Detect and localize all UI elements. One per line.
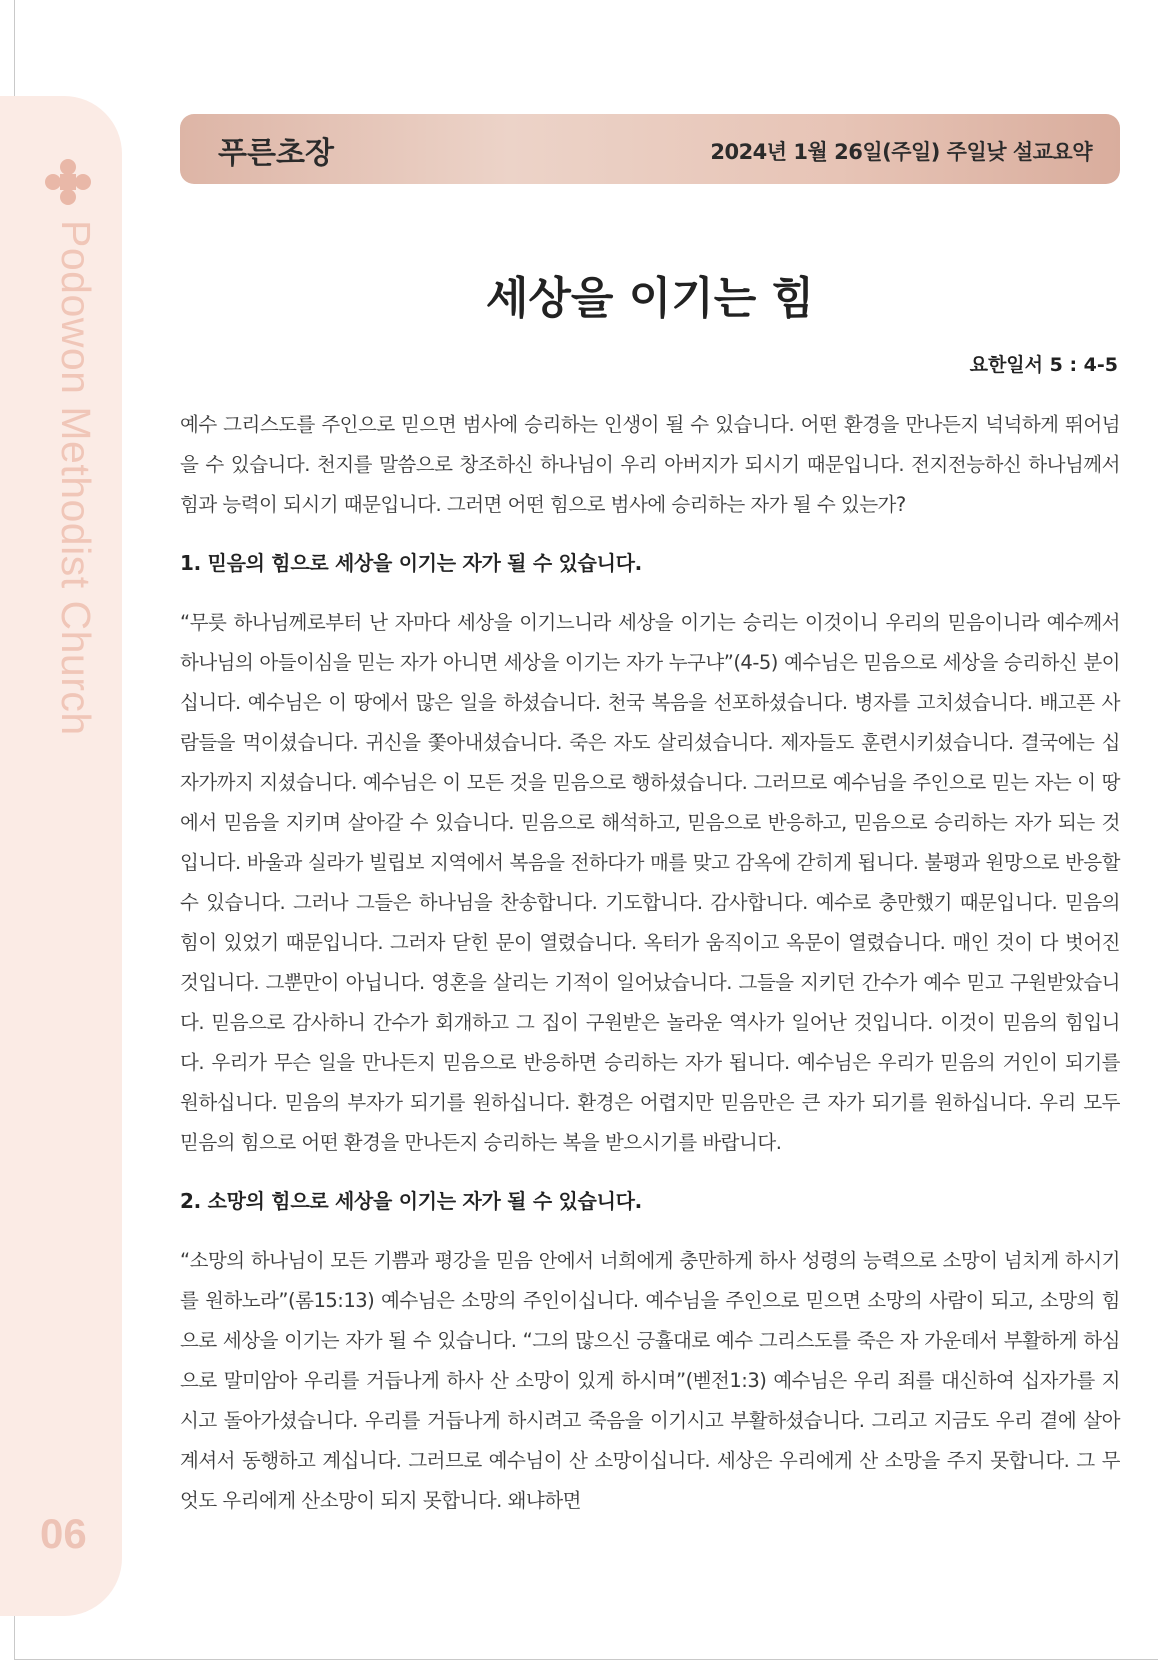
header-band — [180, 114, 1120, 184]
intro-paragraph: 예수 그리스도를 주인으로 믿으면 범사에 승리하는 인생이 될 수 있습니다. 어떤 환경을 만나든지 넉넉하게 뛰어넘을 수 있습니다. 천지를 말씀으로 창조하신 하나님이 우리 아버지가 되시기 때문입니다. 전지전능하신 하나님께서 힘과 능력이 되시기 때문입니다. 그러면 어떤 힘으로 범사에 승리하는 자가 될 수 있는가? — [180, 413, 1120, 516]
section-body: “무릇 하나님께로부터 난 자마다 세상을 이기느니라 세상을 이기는 승리는 이것이니 우리의 믿음이니라 예수께서 하나님의 아들이심을 믿는 자가 아니면 세상을 이기는 자가 누구냐”(4-5) 예수님은 믿음으로 세상을 승리하신 분이십니다. 예수님은 이 땅에서 많은 일을 하셨습니다. 천국 복음을 선포하셨습니다. 병자를 고치셨습니다. 배고픈 사람들을 먹이셨습니다. 귀신을 쫓아내셨습니다. 죽은 자도 살리셨습니다. 제자들도 훈련시키셨습니다. 결국에는 십자가까지 지셨습니다. 예수님은 이 모든 것을 믿음으로 행하셨습니다. 그러므로 예수님을 주인으로 믿는 자는 이 땅에서 믿음을 지키며 살아갈 수 있습니다. 믿음으로 해석하고, 믿음으로 반응하고, 믿음으로 승리하는 자가 되는 것입니다. 바울과 실라가 빌립보 지역에서 복음을 전하다가 매를 맞고 감옥에 갇히게 됩니다. 불평과 원망으로 반응할 수 있습니다. 그러나 그들은 하나님을 찬송합니다. 기도합니다. 감사합니다. 예수로 충만했기 때문입니다. 믿음의 힘이 있었기 때문입니다. 그러자 닫힌 문이 열렸습니다. 옥터가 움직이고 옥문이 열렸습니다. 매인 것이 다 벗어진 것입니다. 그뿐만이 아닙니다. 영혼을 살리는 기적이 일어났습니다. 그들을 지키던 간수가 예수 믿고 구원받았습니다. 믿음으로 감사하니 간수가 회개하고 그 집이 구원받은 놀라운 역사가 일어난 것입니다. 이것이 믿음의 힘입니다. 우리가 무슨 일을 만나든지 믿음으로 반응하면 승리하는 자가 됩니다. 예수님은 우리가 믿음의 거인이 되기를 원하십니다. 믿음의 부자가 되기를 원하십니다. 환경은 어렵지만 믿음만은 큰 자가 되기를 원하십니다. 우리 모두 믿음의 힘으로 어떤 환경을 만나든지 승리하는 복을 받으시기를 바랍니다. — [180, 611, 1120, 1154]
section-heading: 1. 믿음의 힘으로 세상을 이기는 자가 될 수 있습니다. — [180, 551, 642, 575]
series-title: 푸른초장 — [218, 136, 334, 171]
sermon-content — [180, 405, 1120, 1521]
scripture-reference: 요한일서 5 : 4-5 — [969, 354, 1118, 376]
date-label: 2024년 1월 26일(주일) 주일낮 설교요약 — [710, 140, 1092, 164]
section-heading: 2. 소망의 힘으로 세상을 이기는 자가 될 수 있습니다. — [180, 1189, 642, 1213]
cross-icon — [44, 158, 92, 206]
church-name-vertical: Podowon Methodist Church — [53, 220, 99, 736]
page-number: 06 — [40, 1510, 87, 1557]
sermon-title: 세상을 이기는 힘 — [485, 273, 815, 324]
section-body: “소망의 하나님이 모든 기쁨과 평강을 믿음 안에서 너희에게 충만하게 하사 성령의 능력으로 소망이 넘치게 하시기를 원하노라”(롬15:13) 예수님은 소망의 주인이십니다. 예수님을 주인으로 믿으면 소망의 사람이 되고, 소망의 힘으로 세상을 이기는 자가 될 수 있습니다. “그의 많으신 긍휼대로 예수 그리스도를 죽은 자 가운데서 부활하게 하심으로 말미암아 우리를 거듭나게 하사 산 소망이 있게 하시며”(벧전1:3) 예수님은 우리 죄를 대신하여 십자가를 지시고 돌아가셨습니다. 우리를 거듭나게 하시려고 죽음을 이기시고 부활하셨습니다. 그리고 지금도 우리 곁에 살아계셔서 동행하고 계십니다. 그러므로 예수님이 산 소망이십니다. 세상은 우리에게 산 소망을 주지 못합니다. 그 무엇도 우리에게 산소망이 되지 못합니다. 왜냐하면 — [180, 1249, 1120, 1512]
